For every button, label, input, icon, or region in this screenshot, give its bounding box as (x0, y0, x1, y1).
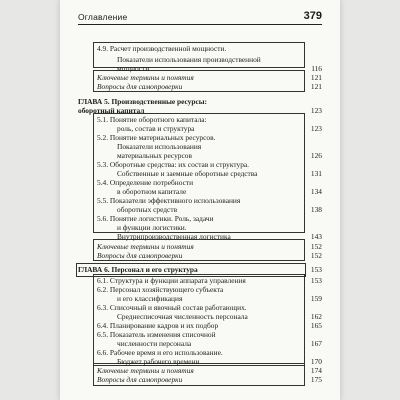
toc-entry-line[interactable] (117, 169, 322, 178)
section-title: Среднесписочная численность персонала (117, 312, 248, 321)
section-title: 6.6. Рабочее время и его использование. (97, 348, 223, 357)
section-title: Бюджет рабочего времени (117, 357, 200, 366)
running-header-title: Оглавление (78, 12, 128, 22)
toc-entry-text[interactable] (117, 55, 322, 64)
section-note: Ключевые термины и понятия (97, 242, 194, 251)
section-title: 6.5. Показатель изменения списочной (97, 330, 216, 339)
toc-entry-line[interactable] (117, 124, 322, 133)
section-title: 5.2. Понятие материальных ресурсов. (97, 133, 216, 142)
leader-dots (194, 339, 308, 348)
toc-entry-line[interactable] (117, 187, 322, 196)
leader-dots (221, 321, 308, 330)
chapter-title: ГЛАВА 5. Производственные ресурсы: (78, 97, 207, 106)
page-number: 379 (303, 10, 322, 22)
book-page (60, 0, 340, 400)
section-title: численности персонала (117, 339, 192, 348)
chapter-title: ГЛАВА 6. Персонал и его структура (78, 265, 198, 274)
toc-entry-line[interactable] (78, 265, 322, 274)
toc-entry-text[interactable] (97, 303, 322, 312)
leader-dots (197, 242, 308, 251)
running-header (78, 10, 322, 26)
toc-entry-text[interactable] (97, 196, 322, 205)
toc-page-number: 134 (310, 187, 322, 196)
toc-entry-line[interactable] (97, 366, 322, 375)
section-title: Собственные и заемные оборотные средства (117, 169, 258, 178)
leader-dots (260, 169, 308, 178)
toc-page-number: 170 (310, 357, 322, 366)
section-title: оборотных средств (117, 205, 178, 214)
toc-page-number: 159 (310, 294, 322, 303)
leader-dots (251, 312, 308, 321)
toc-entry-line[interactable] (117, 294, 322, 303)
section-title: 6.3. Списочный и явочный состав работающих. (97, 303, 247, 312)
toc-page-number: 121 (310, 82, 322, 91)
toc-entry-line[interactable] (117, 312, 322, 321)
leader-dots (185, 251, 308, 260)
section-note: Вопросы для самопроверки (97, 375, 183, 384)
section-title: роль, состав и структура (117, 124, 195, 133)
toc-entry-text[interactable] (97, 178, 322, 187)
toc-page-number: 167 (310, 339, 322, 348)
toc-page-number: 126 (310, 151, 322, 160)
toc-page-number: 116 (311, 64, 322, 73)
toc-entry-text[interactable] (97, 133, 322, 142)
section-title: мощности (117, 64, 150, 73)
leader-dots (201, 265, 308, 274)
leader-dots (180, 205, 308, 214)
section-title: Показатели использования (117, 142, 202, 151)
toc-entry-line[interactable] (97, 375, 322, 384)
toc-page-number: 152 (310, 242, 322, 251)
toc-page-number: 175 (310, 375, 322, 384)
toc-entry-text[interactable] (97, 44, 322, 53)
section-title: и функции логистики. (117, 223, 187, 232)
section-note: Ключевые термины и понятия (97, 366, 194, 375)
toc-page-number: 123 (310, 106, 322, 115)
chapter-title: оборотный капитал (78, 106, 145, 115)
toc-entry-line[interactable] (117, 64, 322, 73)
toc-entry-text[interactable] (117, 223, 322, 232)
section-title: 5.3. Оборотные средства: их состав и структура. (97, 160, 250, 169)
leader-dots (185, 294, 308, 303)
toc-page-number: 152 (310, 251, 322, 260)
toc-entry-line[interactable] (97, 251, 322, 260)
toc-entry-line[interactable] (117, 205, 322, 214)
section-title: Показатели использования производственной (117, 55, 261, 64)
leader-dots (202, 357, 308, 366)
section-title: 4.9. Расчет производственной мощности. (97, 44, 227, 53)
leader-dots (189, 187, 308, 196)
leader-dots (197, 366, 308, 375)
toc-page-number: 143 (310, 232, 322, 241)
toc-entry-line[interactable] (97, 82, 322, 91)
section-title: в оборотном капитале (117, 187, 187, 196)
leader-dots (185, 82, 308, 91)
section-title: Внутрипроизводственная логистика (117, 232, 231, 241)
toc-page-number: 138 (310, 205, 322, 214)
section-title: и его классификация (117, 294, 183, 303)
toc-entry-line[interactable] (117, 151, 322, 160)
leader-dots (234, 232, 308, 241)
leader-dots (197, 124, 308, 133)
toc-entry-text[interactable] (117, 142, 322, 151)
section-title: 6.1. Структура и функции аппарата управления (97, 276, 246, 285)
toc-entry-text[interactable] (97, 160, 322, 169)
leader-dots (152, 64, 308, 73)
toc-entry-line[interactable] (117, 232, 322, 241)
toc-entry-line[interactable] (97, 242, 322, 251)
leader-dots (249, 276, 308, 285)
toc-entry-line[interactable] (78, 106, 322, 115)
toc-entry-text[interactable] (97, 348, 322, 357)
toc-entry-line[interactable] (97, 276, 322, 285)
section-title: 5.1. Понятие оборотного капитала: (97, 115, 207, 124)
section-title: 6.4. Планирование кадров и их подбор (97, 321, 219, 330)
toc-entry-line[interactable] (117, 357, 322, 366)
leader-dots (197, 73, 308, 82)
header-rule (78, 24, 322, 25)
toc-page-number: 123 (310, 124, 322, 133)
toc-entry-line[interactable] (97, 321, 322, 330)
toc-entry-line[interactable] (117, 339, 322, 348)
section-title: 6.2. Персонал хозяйствующего субъекта (97, 285, 224, 294)
section-title: материальных ресурсов (117, 151, 192, 160)
leader-dots (185, 375, 308, 384)
toc-page-number: 153 (310, 276, 322, 285)
leader-dots (147, 106, 308, 115)
section-note: Вопросы для самопроверки (97, 251, 183, 260)
toc-entry-text[interactable] (97, 214, 322, 223)
toc-page-number: 153 (310, 265, 322, 274)
section-title: 5.6. Понятие логистики. Роль, задачи (97, 214, 214, 223)
toc-page-number: 121 (310, 73, 322, 82)
toc-entry-line[interactable] (97, 73, 322, 82)
toc-entry-text[interactable] (97, 115, 322, 124)
toc-page-number: 165 (310, 321, 322, 330)
section-note: Ключевые термины и понятия (97, 73, 194, 82)
toc-page-number: 162 (310, 312, 322, 321)
section-note: Вопросы для самопроверки (97, 82, 183, 91)
section-title: 5.4. Определение потребности (97, 178, 194, 187)
section-title: 5.5. Показатели эффективного использования (97, 196, 241, 205)
leader-dots (195, 151, 308, 160)
toc-entry-text[interactable] (97, 330, 322, 339)
toc-page-number: 131 (310, 169, 322, 178)
toc-page-number: 174 (310, 366, 322, 375)
toc-entry-text[interactable] (78, 97, 322, 106)
toc-entry-text[interactable] (97, 285, 322, 294)
